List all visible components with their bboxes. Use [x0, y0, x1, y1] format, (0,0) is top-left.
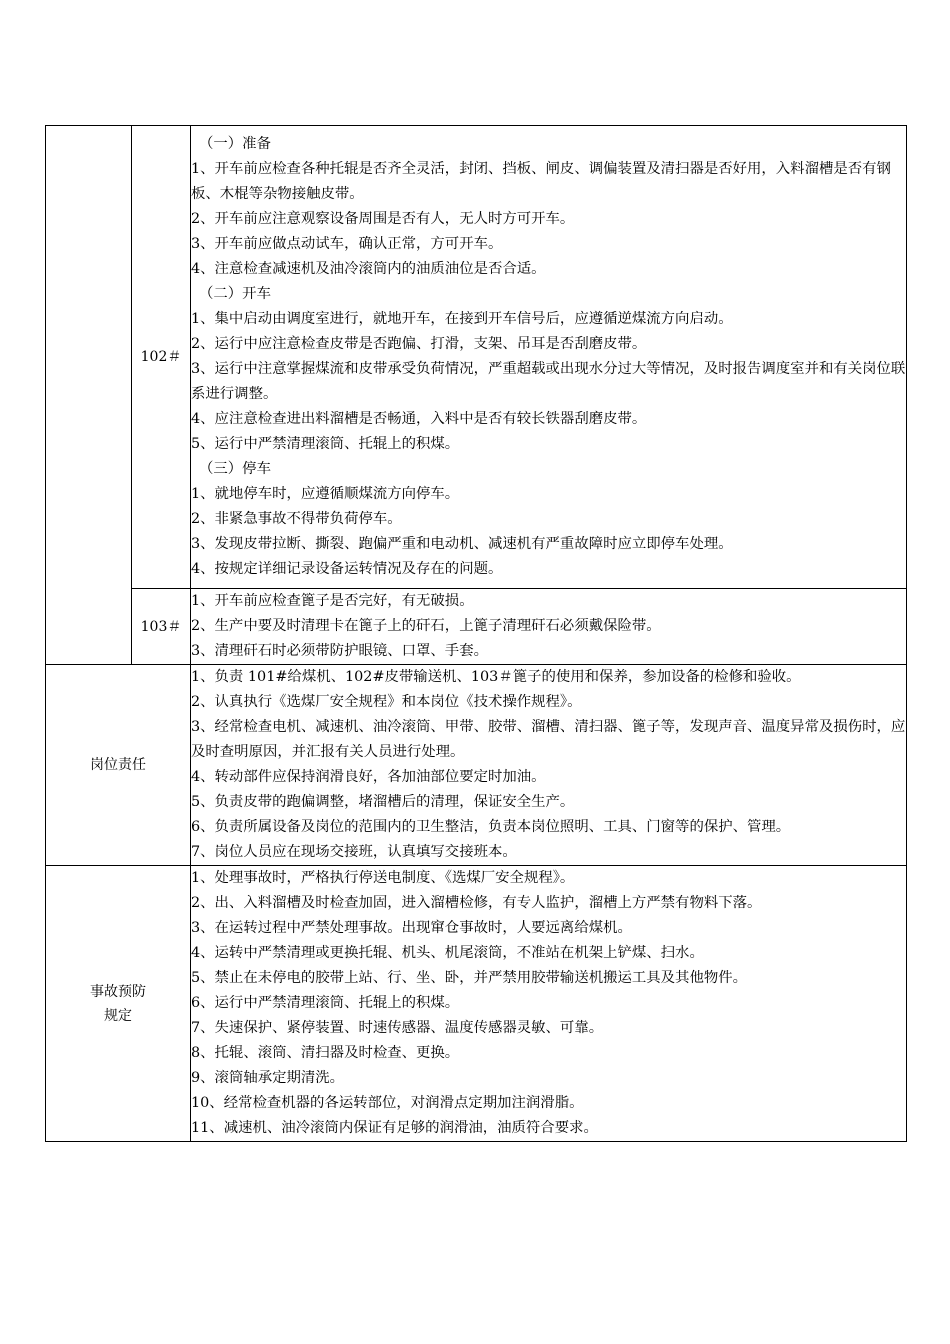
responsibility-label: 岗位责任 [46, 665, 191, 866]
list-item: 2、认真执行《选煤厂安全规程》和本岗位《技术操作规程》。 [191, 694, 582, 710]
list-item: 10、经常检查机器的各运转部位，对润滑点定期加注润滑脂。 [191, 1095, 584, 1111]
section-heading-stop: （三）停车 [199, 461, 271, 477]
list-item: 6、运行中严禁清理滚筒、托辊上的积煤。 [191, 995, 460, 1011]
section-heading-start: （二）开车 [199, 286, 271, 302]
list-item: 2、运行中应注意检查皮带是否跑偏、打滑，支架、吊耳是否刮磨皮带。 [191, 336, 647, 352]
list-item: 4、注意检查减速机及油冷滚筒内的油质油位是否合适。 [191, 261, 546, 277]
list-item: 1、集中启动由调度室进行，就地开车，在接到开车信号后，应遵循逆煤流方向启动。 [191, 311, 733, 327]
list-item: 9、滚筒轴承定期清洗。 [191, 1070, 345, 1086]
machine-label-103: 103＃ [132, 589, 191, 665]
row-103 [46, 589, 907, 665]
row-prevention [46, 866, 907, 1142]
list-item: 3、清理矸石时必须带防护眼镜、口罩、手套。 [191, 643, 488, 659]
list-item: 1、就地停车时，应遵循顺煤流方向停车。 [191, 486, 460, 502]
list-item: 7、岗位人员应在现场交接班，认真填写交接班本。 [191, 844, 517, 860]
list-item: 6、负责所属设备及岗位的范围内的卫生整洁，负责本岗位照明、工具、门窗等的保护、管理。 [191, 819, 791, 835]
row-responsibility [46, 665, 907, 866]
content-103 [191, 589, 907, 665]
list-item: 2、非紧急事故不得带负荷停车。 [191, 511, 402, 527]
section-heading-prepare: （一）准备 [199, 136, 271, 152]
machine-label-102: 102＃ [132, 126, 191, 589]
responsibility-content [191, 665, 907, 866]
list-item: 4、应注意检查进出料溜槽是否畅通，入料中是否有较长铁器刮磨皮带。 [191, 411, 647, 427]
list-item: 2、出、入料溜槽及时检查加固，进入溜槽检修，有专人监护，溜槽上方严禁有物料下落。 [191, 895, 762, 911]
blank-category-cell [46, 126, 132, 665]
list-item: 3、在运转过程中严禁处理事故。出现窜仓事故时，人要远离给煤机。 [191, 920, 632, 936]
procedure-table [45, 125, 907, 1142]
content-102 [191, 126, 907, 589]
prevention-label-line1: 事故预防 [90, 983, 146, 1000]
list-item: 4、转动部件应保持润滑良好，各加油部位要定时加油。 [191, 769, 546, 785]
row-102 [46, 126, 907, 589]
list-item: 1、开车前应检查篦子是否完好，有无破损。 [191, 593, 474, 609]
prevention-label-line2: 规定 [104, 1007, 132, 1024]
list-item: 3、发现皮带拉断、撕裂、跑偏严重和电动机、减速机有严重故障时应立即停车处理。 [191, 536, 733, 552]
list-item: 11、减速机、油冷滚筒内保证有足够的润滑油，油质符合要求。 [191, 1120, 598, 1136]
list-item: 5、禁止在未停电的胶带上站、行、坐、卧，并严禁用胶带输送机搬运工具及其他物件。 [191, 970, 748, 986]
prevention-content [191, 866, 907, 1142]
list-item: 5、负责皮带的跑偏调整，堵溜槽后的清理，保证安全生产。 [191, 794, 575, 810]
list-item: 3、经常检查电机、减速机、油冷滚筒、甲带、胶带、溜槽、清扫器、篦子等，发现声音、温度异常及损伤时，应及时查明原因，并汇报有关人员进行处理。 [191, 719, 906, 760]
list-item: 8、托辊、滚筒、清扫器及时检查、更换。 [191, 1045, 460, 1061]
list-item: 7、失速保护、紧停装置、时速传感器、温度传感器灵敏、可靠。 [191, 1020, 604, 1036]
list-item: 4、按规定详细记录设备运转情况及存在的问题。 [191, 561, 503, 577]
list-item: 2、生产中要及时清理卡在篦子上的矸石，上篦子清理矸石必须戴保险带。 [191, 618, 661, 634]
list-item: 1、处理事故时，严格执行停送电制度、《选煤厂安全规程》。 [191, 870, 575, 886]
list-item: 1、开车前应检查各种托辊是否齐全灵活，封闭、挡板、闸皮、调偏装置及清扫器是否好用，入料溜槽是否有钢板、木棍等杂物接触皮带。 [191, 161, 891, 202]
list-item: 4、运转中严禁清理或更换托辊、机头、机尾滚筒，不准站在机架上铲煤、扫水。 [191, 945, 704, 961]
prevention-label [46, 866, 191, 1142]
list-item: 3、开车前应做点动试车，确认正常，方可开车。 [191, 236, 503, 252]
list-item: 5、运行中严禁清理滚筒、托辊上的积煤。 [191, 436, 460, 452]
list-item: 1、负责 101#给煤机、102#皮带输送机、103＃篦子的使用和保养，参加设备的检修和验收。 [191, 669, 801, 685]
list-item: 2、开车前应注意观察设备周围是否有人，无人时方可开车。 [191, 211, 575, 227]
list-item: 3、运行中注意掌握煤流和皮带承受负荷情况，严重超载或出现水分过大等情况，及时报告调度室并和有关岗位联系进行调整。 [191, 361, 906, 402]
